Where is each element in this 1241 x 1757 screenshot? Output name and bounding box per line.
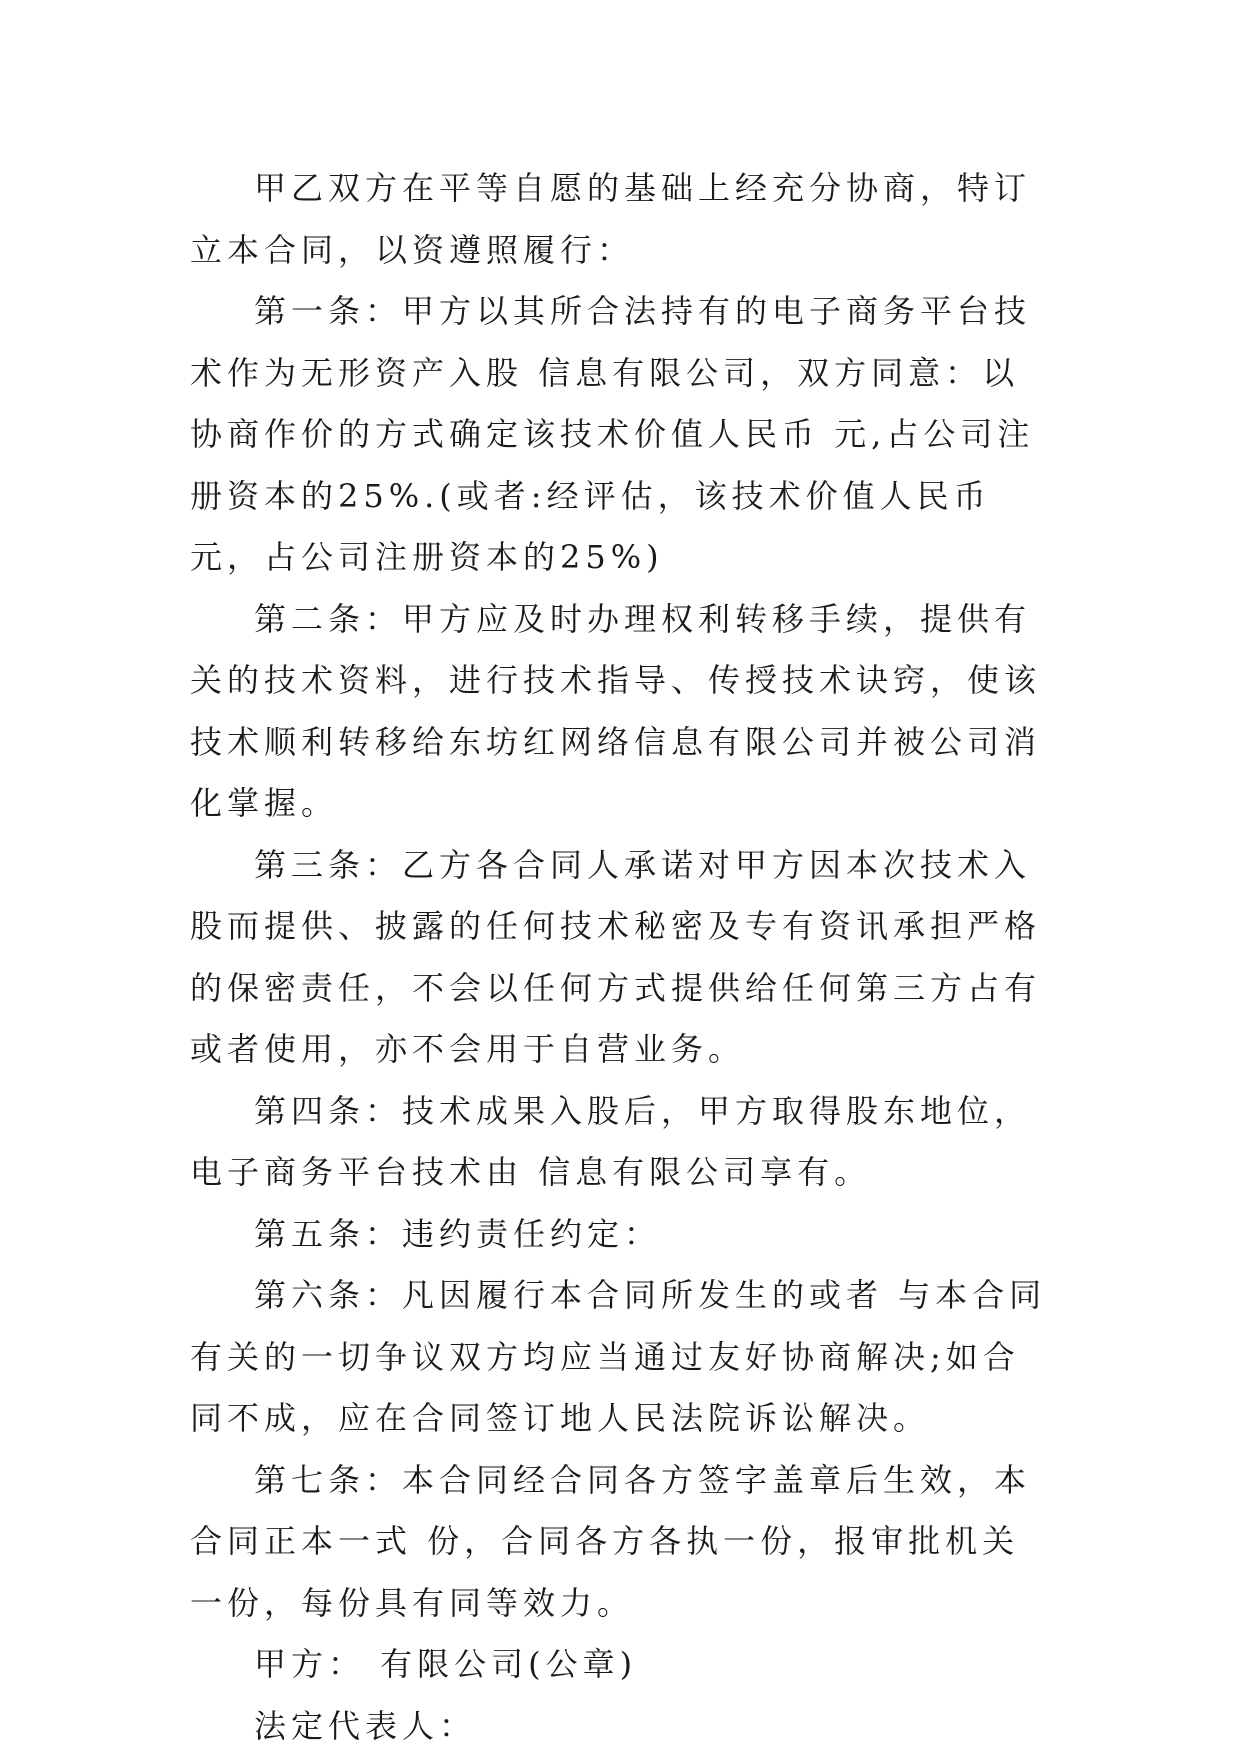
legal-representative-line: 法定代表人： — [190, 1696, 1050, 1757]
party-a-signature-line: 甲方： 有限公司(公章) — [190, 1634, 1050, 1696]
article-2-paragraph: 第二条：甲方应及时办理权利转移手续，提供有关的技术资料，进行技术指导、传授技术诀窍，使该技术顺利转移给东坊红网络信息有限公司并被公司消化掌握。 — [190, 589, 1050, 835]
article-3-paragraph: 第三条：乙方各合同人承诺对甲方因本次技术入股而提供、披露的任何技术秘密及专有资讯承担严格的保密责任，不会以任何方式提供给任何第三方占有或者使用，亦不会用于自营业务。 — [190, 835, 1050, 1081]
article-5-paragraph: 第五条：违约责任约定： — [190, 1204, 1050, 1266]
article-4-paragraph: 第四条：技术成果入股后，甲方取得股东地位，电子商务平台技术由 信息有限公司享有。 — [190, 1081, 1050, 1204]
article-6-paragraph: 第六条：凡因履行本合同所发生的或者 与本合同有关的一切争议双方均应当通过友好协商解决;如合同不成，应在合同签订地人民法院诉讼解决。 — [190, 1265, 1050, 1450]
article-1-paragraph: 第一条：甲方以其所合法持有的电子商务平台技术作为无形资产入股 信息有限公司，双方同意：以协商作价的方式确定该技术价值人民币 元,占公司注册资本的25%.(或者:经评估，该技术价值人民币 元，占公司注册资本的25%) — [190, 281, 1050, 589]
article-7-paragraph: 第七条：本合同经合同各方签字盖章后生效，本合同正本一式 份，合同各方各执一份，报审批机关一份，每份具有同等效力。 — [190, 1450, 1050, 1635]
intro-paragraph: 甲乙双方在平等自愿的基础上经充分协商，特订立本合同，以资遵照履行： — [190, 158, 1050, 281]
document-body — [190, 158, 1050, 1757]
